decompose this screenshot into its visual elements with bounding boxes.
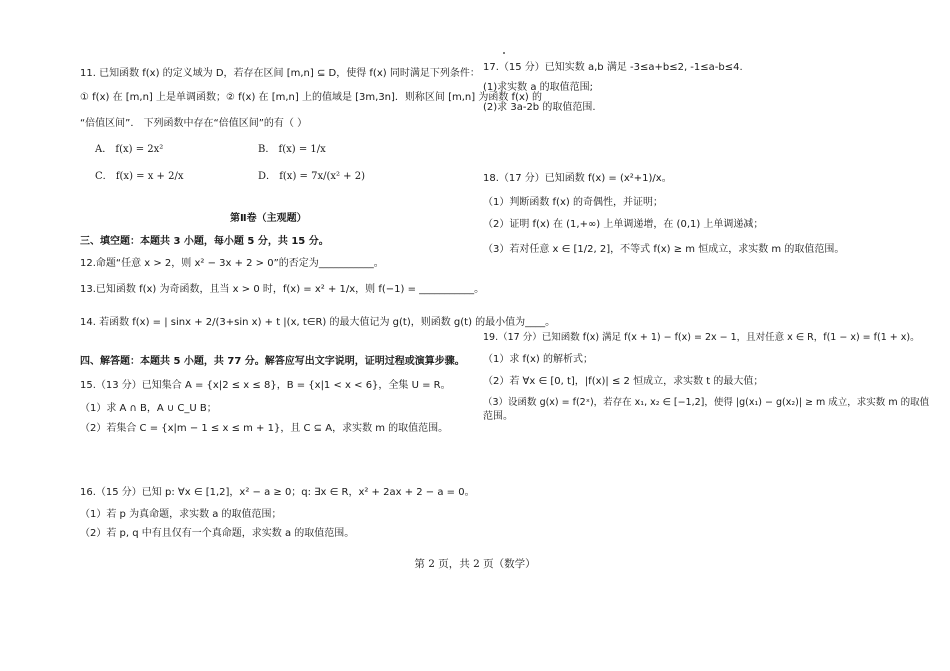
q13: 13.已知函数 f(x) 为奇函数，且当 x > 0 时，f(x) = x² + 1/x，则 f(−1) = ___________。 [80, 284, 485, 295]
q11-line2: ① f(x) 在 [m,n] 上是单调函数；② f(x) 在 [m,n] 上的值域是 [3m,3n]．则称区间 [m,n] 为函数 f(x) 的 [80, 92, 542, 103]
q11-line3: “倍值区间”． 下列函数中存在“倍值区间”的有（ ） [80, 118, 308, 129]
q16-stem: 16.（15 分）已知 p: ∀x ∈ [1,2]，x² − a ≥ 0；q: ∃x ∈ R，x² + 2ax + 2 − a = 0。 [80, 487, 475, 498]
q18-stem: 18.（17 分）已知函数 f(x) = (x²+1)/x。 [483, 173, 672, 184]
q11-option-c: C． f(x) = x + 2/x [95, 171, 184, 182]
stray-mark [503, 52, 505, 54]
q14: 14. 若函数 f(x) = | sinx + 2/(3+sin x) + t |(x, t∈R) 的最大值记为 g(t)，则函数 g(t) 的最小值为____。 [80, 317, 556, 328]
q19-part2: （2）若 ∀x ∈ [0, t]，|f(x)| ≤ 2 恒成立，求实数 t 的最大值； [483, 376, 764, 387]
q12: 12.命题“任意 x > 2，则 x² − 3x + 2 > 0”的否定为___________。 [80, 258, 384, 269]
q16-part2: （2）若 p, q 中有且仅有一个真命题，求实数 a 的取值范围。 [80, 528, 355, 539]
section3-heading: 三、填空题：本题共 3 小题，每小题 5 分，共 15 分。 [80, 236, 329, 247]
q11-option-d: D． f(x) = 7x/(x² + 2) [258, 171, 365, 182]
page-footer: 第 2 页，共 2 页（数学） [414, 558, 536, 570]
q15-part1: （1）求 A ∩ B，A ∪ C_U B； [80, 403, 217, 414]
q16-part1: （1）若 p 为真命题，求实数 a 的取值范围； [80, 509, 282, 520]
q17-part1: (1)求实数 a 的取值范围; [483, 82, 594, 93]
q18-part1: （1）判断函数 f(x) 的奇偶性，并证明； [483, 197, 663, 208]
q18-part2: （2）证明 f(x) 在 (1,+∞) 上单调递增，在 (0,1) 上单调递减； [483, 219, 764, 230]
q11-option-a: A． f(x) = 2x² [95, 144, 164, 155]
q17-part2: (2)求 3a-2b 的取值范围. [483, 102, 596, 113]
q19-stem: 19.（17 分）已知函数 f(x) 满足 f(x + 1) − f(x) = 2x − 1，且对任意 x ∈ R，f(1 − x) = f(1 + x)。 [483, 332, 920, 343]
q15-part2: （2）若集合 C = {x|m − 1 ≤ x ≤ m + 1}，且 C ⊆ A，求实数 m 的取值范围。 [80, 423, 449, 434]
q11-line1: 11. 已知函数 f(x) 的定义域为 D，若存在区间 [m,n] ⊆ D，使得 f(x) 同时满足下列条件： [80, 68, 480, 79]
q19-part3: （3）设函数 g(x) = f(2ˣ)，若存在 x₁, x₂ ∈ [−1,2]，使得 |g(x₁) − g(x₂)| ≥ m 成立，求实数 m 的取值 [483, 397, 930, 408]
q15-stem: 15.（13 分）已知集合 A = {x|2 ≤ x ≤ 8}，B = {x|1 < x < 6}，全集 U = R。 [80, 380, 451, 391]
part2-title: 第Ⅱ卷（主观题） [230, 213, 307, 224]
q19-part3-cont: 范围。 [483, 411, 513, 422]
q19-part1: （1）求 f(x) 的解析式； [483, 354, 593, 365]
section4-heading: 四、解答题：本题共 5 小题，共 77 分。解答应写出文字说明，证明过程或演算步骤。 [80, 356, 465, 367]
q11-option-b: B． f(x) = 1/x [258, 144, 326, 155]
q18-part3: （3）若对任意 x ∈ [1/2, 2]，不等式 f(x) ≥ m 恒成立，求实数 m 的取值范围。 [483, 244, 845, 255]
q17-stem: 17.（15 分）已知实数 a,b 满足 -3≤a+b≤2, -1≤a-b≤4. [483, 62, 743, 73]
